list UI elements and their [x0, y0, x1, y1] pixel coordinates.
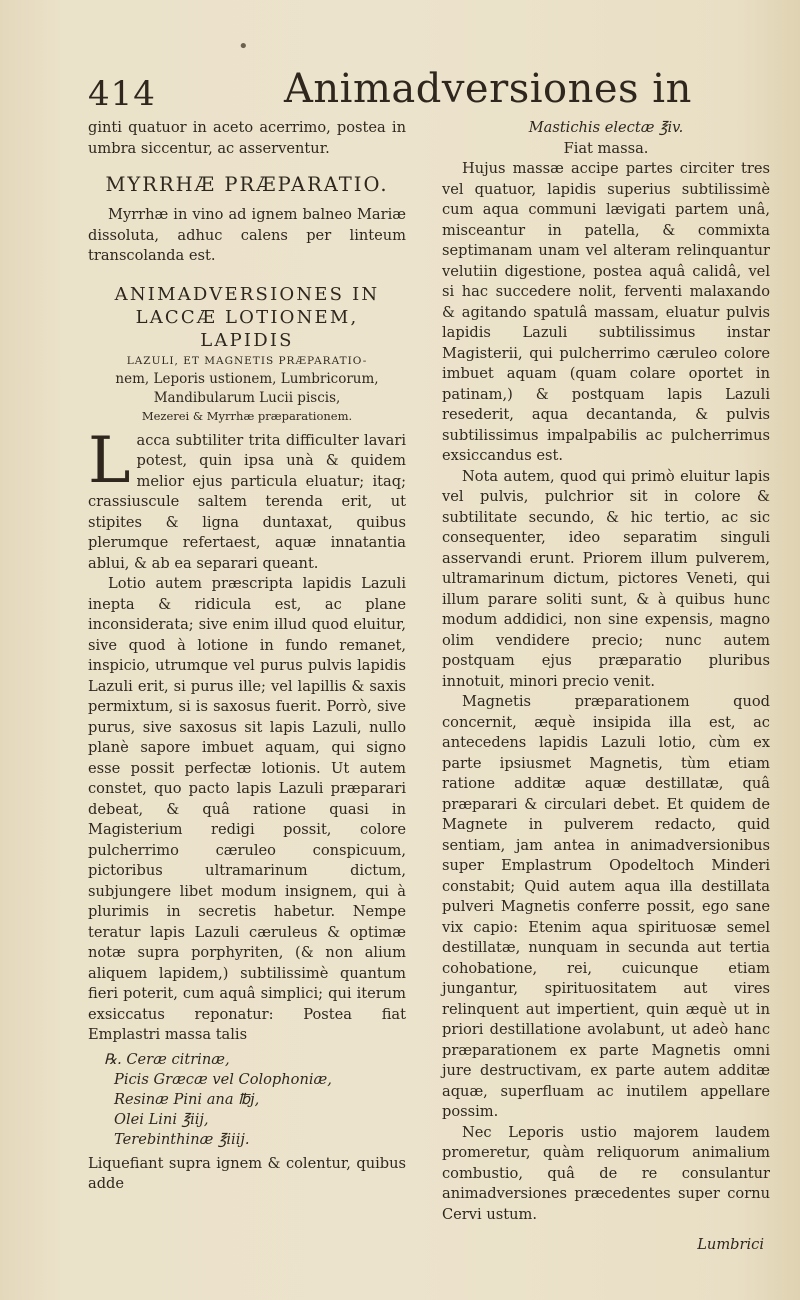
paragraph-with-initial: [88, 423, 406, 575]
page-header: [88, 66, 768, 116]
ink-speck: •: [238, 36, 249, 57]
catchword: Lumbrici: [697, 1236, 764, 1253]
recipe-line: Terebinthinæ ℥iiij.: [114, 1130, 250, 1148]
recipe-line: ℞. Ceræ citrinæ,: [104, 1050, 230, 1068]
section-subheading: nem, Leporis ustionem, Lumbricorum, Mandibularum Lucii piscis,: [115, 370, 379, 406]
recipe-line: Olei Lini ℥iij,: [114, 1110, 209, 1128]
recipe-line: Fiat massa.: [563, 139, 649, 157]
section-subheading: Mezerei & Myrrhæ præparationem.: [141, 408, 353, 423]
page-number: 414: [88, 74, 156, 114]
paragraph: Lotio autem præscripta lapidis Lazuli inepta & ridicula est, ac plane inconsiderata; sive enim illud quod eluitur, sive quod à lotione in fundo remanet, inspicio, utrumque vel purus pulvis lapidis Lazuli erit, si purus ille; vel lapillis & saxis permixtum, si is saxosus fuerit. Porrò, sive purus, sive saxosus sit lapis Lazuli, nullo planè sapore imbuet aquam, qui signo esse possit perfectæ lotionis. Ut autem constet, quo pacto lapis Lazuli præparari debeat, & quâ ratione quasi in Magisterium redigi possit, colore pulcherrimo cæruleo conspicuum, pictoribus ultramarinum dictum, subjungere libet modum insignem, qui à plurimis in secretis habetur. Nempe teratur lapis Lazuli cæruleus & optimæ notæ supra porphyriten, (& non alium aliquem lapidem,) subtilissimè quantum fieri poterit, cum aquâ simplici; qui iterum exsiccatus reponatur: Postea fiat Emplastri massa talis: [88, 575, 406, 1043]
paragraph: acca subtiliter trita difficulter lavari potest, quin ipsa unà & quidem melior ejus particula eluatur; itaq; crassiuscule saltem terenda erit, ut stipites & ligna duntaxat, quibus plerumque refertaest, aquæ innatantia ablui, & ab ea separari queant.: [88, 431, 406, 572]
drop-cap: L: [88, 423, 131, 498]
right-column: [442, 118, 770, 1256]
paragraph: Nec Leporis ustio majorem laudem promeretur, quàm reliquorum animalium combustio, quâ de re consulantur animadversiones præcedentes super cornu Cervi ustum.: [442, 1123, 770, 1223]
recipe-line: Mastichis electæ ℥iv.: [528, 119, 684, 136]
paragraph: Nota autem, quod qui primò eluitur lapis vel pulvis, pulchrior sit in colore & subtilitate secundo, & hic tertio, ac sic consequenter, ideo separatim singuli asservandi erunt. Priorem illum pulverem, ultramarinum dictum, pictores Veneti, qui illum parare soliti sunt, & à quibus hunc modum addidici, non sine expensis, magno olim vendidere precio; nunc autem postquam ejus præparatio pluribus innotuit, minori precio venit.: [442, 467, 770, 690]
paragraph: Myrrhæ in vino ad ignem balneo Mariæ dissoluta, adhuc calens per linteum transcolanda est.: [88, 206, 406, 264]
section-heading: ANIMADVERSIONES IN LACCÆ LOTIONEM, LAPIDIS: [114, 283, 380, 351]
paragraph: Hujus massæ accipe partes circiter tres vel quatuor, lapidis superius subtilissimè cum aqua communi lævigati partem unâ, misceantur in patella, & commixta septimanam unam vel alteram relinquantur velutiin digestione, postea aquâ calidâ, vel si hac succedere nolit, ferventi malaxando & agitando spatulâ massam, eluatur pulvis lapidis Lazuli subtilissimus instar Magisterii, qui pulcherrimo cæruleo colore imbuet aquam (quam colare oportet in patinam,) & postquam lapis Lazuli resederit, aqua decantanda, & pulvis subtilissimus impalpabilis ac pulcherrimus exsiccandus est.: [442, 160, 770, 464]
paragraph: Magnetis præparationem quod concernit, æquè insipida illa est, ac antecedens lapidis Lazuli lotio, cùm ex parte ipsiusmet Magnetis, tùm etiam ratione additæ aquæ destillatæ, quâ præparari & circulari debet. Et quidem de Magnete in pulverem redacto, quid sentiam, jam antea in animadversionibus super Emplastrum Opodeltoch Minderi constabit; Quid autem aqua illa destillata pulveri Magnetis conferre possit, ego sane vix capio: Etenim aqua spirituosæ semel destillatæ, nunquam in secunda aut tertia cohobatione, rei, cuicunque etiam jungantur, spirituositatem aut vires relinquent aut impertient, quin æquè ut in priori destillatione avolabunt, ut adeò hanc præparationem ex parte Magnetis omni jure destructivam, ex parte autem additæ aquæ, superfluam ac inutilem appellare possim.: [442, 693, 770, 1120]
left-column: [88, 118, 406, 1195]
recipe-line: Picis Græcæ vel Colophoniæ,: [114, 1070, 332, 1088]
running-head: Animadversiones in: [284, 66, 692, 112]
section-heading: MYRRHÆ PRÆPARATIO.: [105, 173, 389, 196]
recipe-line: Resinæ Pini ana ℔j,: [114, 1090, 260, 1108]
section-subheading: LAZULI, ET MAGNETIS PRÆPARATIO-: [126, 354, 368, 367]
paragraph: ginti quatuor in aceto acerrimo, postea in umbra siccentur, ac asserventur.: [88, 119, 406, 157]
paragraph: Liquefiant supra ignem & colentur, quibus adde: [88, 1154, 406, 1192]
recipe: [104, 1050, 406, 1150]
